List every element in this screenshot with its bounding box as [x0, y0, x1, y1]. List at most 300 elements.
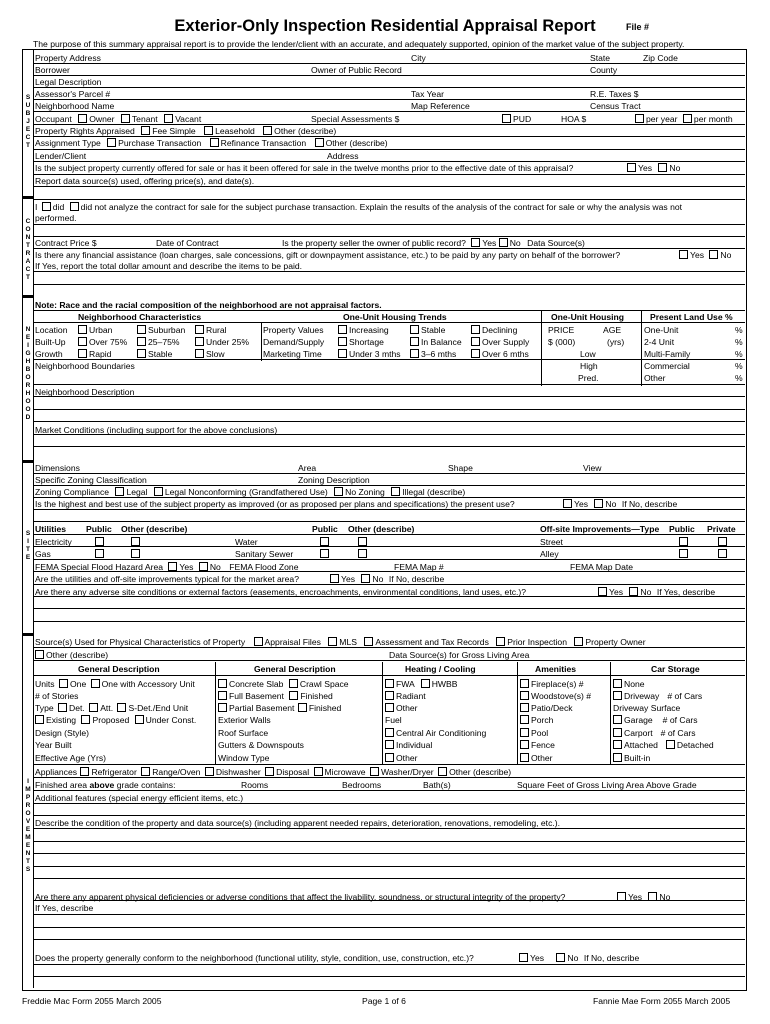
- section-divider: [22, 633, 33, 636]
- street-private-checkbox[interactable]: [718, 537, 727, 546]
- adverse-no-checkbox[interactable]: [629, 587, 638, 596]
- shortage-checkbox[interactable]: [338, 337, 347, 346]
- cooling-other-checkbox[interactable]: [385, 753, 394, 762]
- assist-yes-checkbox[interactable]: [679, 250, 688, 259]
- pct-sign: %: [735, 325, 743, 335]
- conform-question: Does the property generally conform to the neighborhood (functional utility, style, condition, use, construction, etc.)?: [35, 953, 474, 963]
- fence-checkbox[interactable]: [520, 740, 529, 749]
- bedrooms-label: Bedrooms: [342, 780, 382, 790]
- lender-address-label: Address: [327, 151, 359, 161]
- assignment-other-checkbox[interactable]: [315, 138, 324, 147]
- col-divider: [517, 662, 518, 764]
- row-rule: [33, 853, 745, 854]
- suburban-option: Suburban: [148, 325, 186, 335]
- existing-option: Existing: [46, 715, 77, 725]
- property-owner-checkbox[interactable]: [574, 637, 583, 646]
- declining-checkbox[interactable]: [471, 325, 480, 334]
- one-option: One: [69, 679, 87, 689]
- no-zoning-option: No Zoning: [345, 487, 385, 497]
- section-label-letter: O: [25, 226, 31, 233]
- legal-checkbox[interactable]: [115, 487, 124, 496]
- property-address-label: Property Address: [35, 53, 101, 63]
- appraisal-files-option: Appraisal Files: [264, 637, 321, 647]
- rooms-label: Rooms: [241, 780, 269, 790]
- typical-yes-option: Yes: [341, 574, 356, 584]
- legal-description-label: Legal Description: [35, 77, 102, 87]
- driveway-checkbox[interactable]: [613, 691, 622, 700]
- water-public-checkbox[interactable]: [320, 537, 329, 546]
- under25-checkbox[interactable]: [195, 337, 204, 346]
- fence-row: [520, 740, 555, 750]
- alley-public-checkbox[interactable]: [679, 549, 688, 558]
- sdet-checkbox[interactable]: [117, 703, 126, 712]
- row-rule: [33, 409, 745, 410]
- grade-contains-label: grade contains:: [116, 780, 176, 790]
- m3-6-checkbox[interactable]: [410, 349, 419, 358]
- property-rights-row: [35, 126, 336, 136]
- under3-row: [338, 349, 401, 359]
- deficiency-no-checkbox[interactable]: [648, 892, 657, 901]
- row-rule: [33, 236, 745, 237]
- market-conditions-label: Market Conditions (including support for the above conclusions): [35, 425, 278, 435]
- individual-checkbox[interactable]: [385, 740, 394, 749]
- section-label-letter: R: [25, 382, 31, 389]
- assignment-other-option: Other (describe): [325, 138, 388, 148]
- assessment-checkbox[interactable]: [364, 637, 373, 646]
- sewer-other-checkbox[interactable]: [358, 549, 367, 558]
- washer-checkbox[interactable]: [370, 767, 379, 776]
- section-label-letter: E: [25, 842, 31, 849]
- central-air-checkbox[interactable]: [385, 728, 394, 737]
- conform-if-no-label: If No, describe: [583, 953, 640, 963]
- row-rule: [33, 149, 745, 150]
- public-header-2: Public: [312, 524, 338, 534]
- appliances-row: [35, 767, 511, 777]
- did-checkbox[interactable]: [42, 202, 51, 211]
- assist-no-checkbox[interactable]: [709, 250, 718, 259]
- fwa-checkbox[interactable]: [385, 679, 394, 688]
- pool-row: [520, 728, 548, 738]
- deficiency-if-yes-label: If Yes, describe: [35, 903, 94, 913]
- alley-private-checkbox[interactable]: [718, 549, 727, 558]
- over6-option: Over 6 mths: [482, 349, 529, 359]
- p25-75-row: [137, 337, 180, 347]
- row-rule: [33, 939, 745, 940]
- disposal-checkbox[interactable]: [265, 767, 274, 776]
- type-row: [35, 703, 188, 713]
- patio-row: [520, 703, 573, 713]
- offered-no-option: No: [669, 163, 681, 173]
- section-label-neighborhood: [24, 326, 32, 422]
- offsite-header: Off-site Improvements—Type: [540, 524, 660, 534]
- footer-fannie: Fannie Mae Form 2055 March 2005: [593, 996, 731, 1006]
- section-label-letter: U: [25, 102, 31, 109]
- contract-analysis-row: [35, 202, 682, 212]
- purpose-statement: The purpose of this summary appraisal report is to provide the lender/client with an accurate, and adequately supported, opinion of the market value of the subject property.: [33, 39, 685, 49]
- slab-checkbox[interactable]: [218, 679, 227, 688]
- pud-option: PUD: [513, 114, 532, 124]
- woodstove-row: [520, 691, 591, 701]
- land-two-four-label: 2-4 Unit: [644, 337, 675, 347]
- attached-option: Attached: [624, 740, 658, 750]
- carport-checkbox[interactable]: [613, 728, 622, 737]
- over-supply-checkbox[interactable]: [471, 337, 480, 346]
- one-unit-housing-header: One-Unit Housing: [551, 312, 625, 322]
- legal-option: Legal: [126, 487, 148, 497]
- typical-yes-checkbox[interactable]: [330, 574, 339, 583]
- legal-nc-checkbox[interactable]: [154, 487, 163, 496]
- cooling-other-option: Other: [396, 753, 418, 763]
- land-other-label: Other: [644, 373, 666, 383]
- det-checkbox[interactable]: [58, 703, 67, 712]
- low-label: Low: [580, 349, 596, 359]
- col-divider: [261, 323, 262, 361]
- row-rule: [33, 136, 745, 137]
- section-label-letter: T: [26, 274, 30, 281]
- appliances-label: Appliances: [35, 767, 78, 777]
- per-year-checkbox[interactable]: [635, 114, 644, 123]
- tenant-checkbox[interactable]: [121, 114, 130, 123]
- one-acc-checkbox[interactable]: [91, 679, 100, 688]
- street-private-cell: [718, 537, 729, 547]
- water-other-checkbox[interactable]: [358, 537, 367, 546]
- section-label-letter: M: [25, 786, 31, 793]
- sources-other-checkbox[interactable]: [35, 650, 44, 659]
- pool-checkbox[interactable]: [520, 728, 529, 737]
- hwbb-checkbox[interactable]: [421, 679, 430, 688]
- fireplace-option: Fireplace(s) #: [531, 679, 584, 689]
- seller-no-checkbox[interactable]: [499, 238, 508, 247]
- street-public-checkbox[interactable]: [679, 537, 688, 546]
- property-rights-label: Property Rights Appraised: [35, 126, 135, 136]
- appliance-other-checkbox[interactable]: [438, 767, 447, 776]
- section-label-letter: A: [25, 258, 31, 265]
- section-label-improvements: [24, 778, 32, 874]
- purchase-checkbox[interactable]: [107, 138, 116, 147]
- appraisal-files-checkbox[interactable]: [254, 637, 263, 646]
- conform-no-checkbox[interactable]: [556, 953, 565, 962]
- fema-no-option: No: [209, 562, 221, 572]
- typical-no-checkbox[interactable]: [361, 574, 370, 583]
- property-owner-option: Property Owner: [585, 637, 646, 647]
- row-rule: [33, 421, 745, 422]
- gas-public-checkbox[interactable]: [95, 549, 104, 558]
- fema-area-label: FEMA Special Flood Hazard Area: [35, 562, 164, 572]
- suburban-row: [137, 325, 185, 335]
- section-label-letter: O: [25, 374, 31, 381]
- area-label: Area: [298, 463, 317, 473]
- shortage-option: Shortage: [349, 337, 384, 347]
- sewer-public-checkbox[interactable]: [320, 549, 329, 558]
- adverse-question: Are there any adverse site conditions or external factors (easements, encroachments, environmental conditions, land uses, etc.)?: [35, 587, 527, 597]
- p25-75-checkbox[interactable]: [137, 337, 146, 346]
- mls-checkbox[interactable]: [328, 637, 337, 646]
- fireplace-checkbox[interactable]: [520, 679, 529, 688]
- porch-row: [520, 715, 553, 725]
- dishwasher-checkbox[interactable]: [205, 767, 214, 776]
- rapid-checkbox[interactable]: [78, 349, 87, 358]
- rapid-row: [78, 349, 111, 359]
- offered-answer-row: [627, 163, 680, 173]
- foundation-row-3: [218, 703, 341, 713]
- section-label-letter: R: [25, 802, 31, 809]
- section-label-letter: T: [26, 242, 30, 249]
- rights-other-checkbox[interactable]: [263, 126, 272, 135]
- hbu-yes-checkbox[interactable]: [563, 499, 572, 508]
- over6-row: [471, 349, 529, 359]
- fema-area-row: [35, 562, 298, 572]
- section-label-letter: V: [25, 818, 31, 825]
- gutter-divider: [33, 50, 34, 988]
- no-zoning-checkbox[interactable]: [334, 487, 343, 496]
- full-basement-checkbox[interactable]: [218, 691, 227, 700]
- patio-option: Patio/Deck: [531, 703, 573, 713]
- attached-checkbox[interactable]: [613, 740, 622, 749]
- stable-values-option: Stable: [421, 325, 446, 335]
- deficiency-yes-option: Yes: [628, 892, 643, 902]
- row-rule: [33, 866, 745, 867]
- occupant-label: Occupant: [35, 114, 72, 124]
- shape-label: Shape: [448, 463, 473, 473]
- washer-option: Washer/Dryer: [380, 767, 434, 777]
- section-label-letter: I: [27, 342, 29, 349]
- fema-yes-checkbox[interactable]: [168, 562, 177, 571]
- rural-option: Rural: [206, 325, 227, 335]
- vacant-checkbox[interactable]: [164, 114, 173, 123]
- car-none-checkbox[interactable]: [613, 679, 622, 688]
- rights-other-option: Other (describe): [274, 126, 337, 136]
- row-rule: [33, 790, 745, 791]
- illegal-checkbox[interactable]: [391, 487, 400, 496]
- form-title: Exterior-Only Inspection Residential Appraisal Report: [174, 17, 596, 35]
- heating-cooling-header: Heating / Cooling: [405, 664, 476, 674]
- row-rule: [33, 248, 745, 249]
- sewer-other-cell: [358, 549, 369, 559]
- gas-other-checkbox[interactable]: [131, 549, 140, 558]
- adverse-yes-checkbox[interactable]: [598, 587, 607, 596]
- adverse-yes-option: Yes: [609, 587, 624, 597]
- shortage-row: [338, 337, 384, 347]
- fee-simple-checkbox[interactable]: [141, 126, 150, 135]
- existing-checkbox[interactable]: [35, 715, 44, 724]
- section-label-subject: [24, 94, 32, 150]
- row-rule: [33, 446, 745, 447]
- garage-checkbox[interactable]: [613, 715, 622, 724]
- pud-checkbox[interactable]: [502, 114, 511, 123]
- borrower-label: Borrower: [35, 65, 70, 75]
- design-label: Design (Style): [35, 728, 89, 738]
- section-label-letter: I: [27, 778, 29, 785]
- row-rule: [33, 485, 745, 486]
- heating-other-checkbox[interactable]: [385, 703, 394, 712]
- range-checkbox[interactable]: [141, 767, 150, 776]
- hbu-no-checkbox[interactable]: [594, 499, 603, 508]
- slow-checkbox[interactable]: [195, 349, 204, 358]
- conform-yes-checkbox[interactable]: [519, 953, 528, 962]
- central-air-row: [385, 728, 486, 738]
- central-air-option: Central Air Conditioning: [396, 728, 487, 738]
- offered-question: Is the subject property currently offered for sale or has it been offered for sale in the twelve months prior to the effective date of this appraisal?: [35, 163, 574, 173]
- baths-label: Bath(s): [423, 780, 451, 790]
- leasehold-checkbox[interactable]: [204, 126, 213, 135]
- seller-yes-option: Yes: [482, 238, 497, 248]
- nbhd-description-label: Neighborhood Description: [35, 387, 135, 397]
- seller-no-option: No: [509, 238, 521, 248]
- row-rule: [33, 87, 745, 88]
- patio-checkbox[interactable]: [520, 703, 529, 712]
- declining-option: Declining: [482, 325, 518, 335]
- attached-row: [613, 740, 714, 750]
- contract-date-label: Date of Contract: [156, 238, 219, 248]
- carport-option: Carport: [624, 728, 653, 738]
- partial-basement-checkbox[interactable]: [218, 703, 227, 712]
- offered-no-checkbox[interactable]: [658, 163, 667, 172]
- urban-option: Urban: [89, 325, 113, 335]
- section-label-letter: B: [25, 366, 31, 373]
- location-label: Location: [35, 325, 68, 335]
- proposed-checkbox[interactable]: [81, 715, 90, 724]
- typical-answer-row: [330, 574, 444, 584]
- section-label-letter: S: [25, 94, 31, 101]
- section-label-letter: O: [25, 398, 31, 405]
- zoning-compliance-label: Zoning Compliance: [35, 487, 110, 497]
- driveway-row: [613, 691, 702, 701]
- legal-nc-option: Legal Nonconforming (Grandfathered Use): [164, 487, 328, 497]
- growth-label: Growth: [35, 349, 63, 359]
- sources-other-row: [35, 650, 108, 660]
- section-label-letter: B: [25, 110, 31, 117]
- in-balance-row: [410, 337, 462, 347]
- rural-checkbox[interactable]: [195, 325, 204, 334]
- crawl-option: Crawl Space: [299, 679, 349, 689]
- race-note: Note: Race and the racial composition of the neighborhood are not appraisal factors.: [35, 300, 382, 310]
- row-rule: [33, 63, 745, 64]
- garage-option: Garage: [624, 715, 653, 725]
- units-row: [35, 679, 195, 689]
- exterior-walls-label: Exterior Walls: [218, 715, 271, 725]
- over-supply-option: Over Supply: [482, 337, 530, 347]
- m3-6-option: 3–6 mths: [421, 349, 457, 359]
- section-label-letter: T: [26, 858, 30, 865]
- att-checkbox[interactable]: [89, 703, 98, 712]
- woodstove-option: Woodstove(s) #: [531, 691, 592, 701]
- stable-row: [137, 349, 172, 359]
- refinance-checkbox[interactable]: [210, 138, 219, 147]
- age-col-label: AGE: [603, 325, 622, 335]
- woodstove-checkbox[interactable]: [520, 691, 529, 700]
- electricity-public-checkbox[interactable]: [95, 537, 104, 546]
- refrigerator-checkbox[interactable]: [80, 767, 89, 776]
- under25-row: [195, 337, 249, 347]
- typical-question: Are the utilities and off-site improvements typical for the market area?: [35, 574, 299, 584]
- utilities-header: Utilities: [35, 524, 67, 534]
- owner-option: Owner: [89, 114, 115, 124]
- amenity-other-row: [520, 753, 553, 763]
- suburban-checkbox[interactable]: [137, 325, 146, 334]
- form-frame: [22, 49, 747, 991]
- row-rule: [33, 621, 745, 622]
- partial-finished-checkbox[interactable]: [298, 703, 307, 712]
- section-label-letter: R: [25, 250, 31, 257]
- did-not-checkbox[interactable]: [70, 202, 79, 211]
- stable-values-checkbox[interactable]: [410, 325, 419, 334]
- increasing-checkbox[interactable]: [338, 325, 347, 334]
- urban-checkbox[interactable]: [78, 325, 87, 334]
- sources-other-option: Other (describe): [46, 650, 109, 660]
- cooling-other-row: [385, 753, 418, 763]
- alley-label: Alley: [540, 549, 559, 559]
- increasing-option: Increasing: [349, 325, 389, 335]
- urban-row: [78, 325, 112, 335]
- increasing-row: [338, 325, 389, 335]
- porch-checkbox[interactable]: [520, 715, 529, 724]
- stable-values-row: [410, 325, 445, 335]
- electricity-public-cell: [95, 537, 106, 547]
- seller-yes-checkbox[interactable]: [471, 238, 480, 247]
- stable-checkbox[interactable]: [137, 349, 146, 358]
- contract-i-label: I: [35, 202, 38, 212]
- electricity-other-checkbox[interactable]: [131, 537, 140, 546]
- full-finished-checkbox[interactable]: [289, 691, 298, 700]
- car-storage-header: Car Storage: [651, 664, 700, 674]
- zip-label: Zip Code: [643, 53, 678, 63]
- section-label-letter: S: [25, 530, 31, 537]
- hoa-label: HOA $: [561, 114, 587, 124]
- general-desc-header-1: General Description: [78, 664, 160, 674]
- deficiency-no-option: No: [659, 892, 671, 902]
- land-one-unit-label: One-Unit: [644, 325, 679, 335]
- owner-checkbox[interactable]: [78, 114, 87, 123]
- gas-label: Gas: [35, 549, 51, 559]
- built-in-checkbox[interactable]: [613, 753, 622, 762]
- adverse-if-yes-label: If Yes, describe: [656, 587, 716, 597]
- per-month-checkbox[interactable]: [683, 114, 692, 123]
- performed-label: performed.: [35, 213, 77, 223]
- microwave-checkbox[interactable]: [314, 767, 323, 776]
- offered-yes-checkbox[interactable]: [627, 163, 636, 172]
- fuel-label: Fuel: [385, 715, 402, 725]
- prior-inspection-checkbox[interactable]: [496, 637, 505, 646]
- row-rule: [33, 473, 745, 474]
- row-rule: [33, 976, 745, 977]
- over75-checkbox[interactable]: [78, 337, 87, 346]
- row-rule: [33, 322, 745, 323]
- under25-option: Under 25%: [206, 337, 249, 347]
- owner-public-label: Owner of Public Record: [311, 65, 402, 75]
- fema-no-checkbox[interactable]: [199, 562, 208, 571]
- crawl-checkbox[interactable]: [289, 679, 298, 688]
- conform-answer-row: [519, 953, 639, 963]
- detached-checkbox[interactable]: [666, 740, 675, 749]
- electricity-label: Electricity: [35, 537, 72, 547]
- pred-label: Pred.: [578, 373, 599, 383]
- section-label-letter: E: [25, 334, 31, 341]
- amenity-other-checkbox[interactable]: [520, 753, 529, 762]
- over6-checkbox[interactable]: [471, 349, 480, 358]
- adverse-no-option: No: [640, 587, 652, 597]
- under-const-checkbox[interactable]: [135, 715, 144, 724]
- individual-option: Individual: [396, 740, 433, 750]
- row-rule: [33, 764, 745, 765]
- deficiency-yes-checkbox[interactable]: [617, 892, 626, 901]
- radiant-checkbox[interactable]: [385, 691, 394, 700]
- row-rule: [33, 660, 745, 661]
- under3-checkbox[interactable]: [338, 349, 347, 358]
- purchase-option: Purchase Transaction: [118, 138, 202, 148]
- map-reference-label: Map Reference: [411, 101, 470, 111]
- in-balance-checkbox[interactable]: [410, 337, 419, 346]
- one-checkbox[interactable]: [59, 679, 68, 688]
